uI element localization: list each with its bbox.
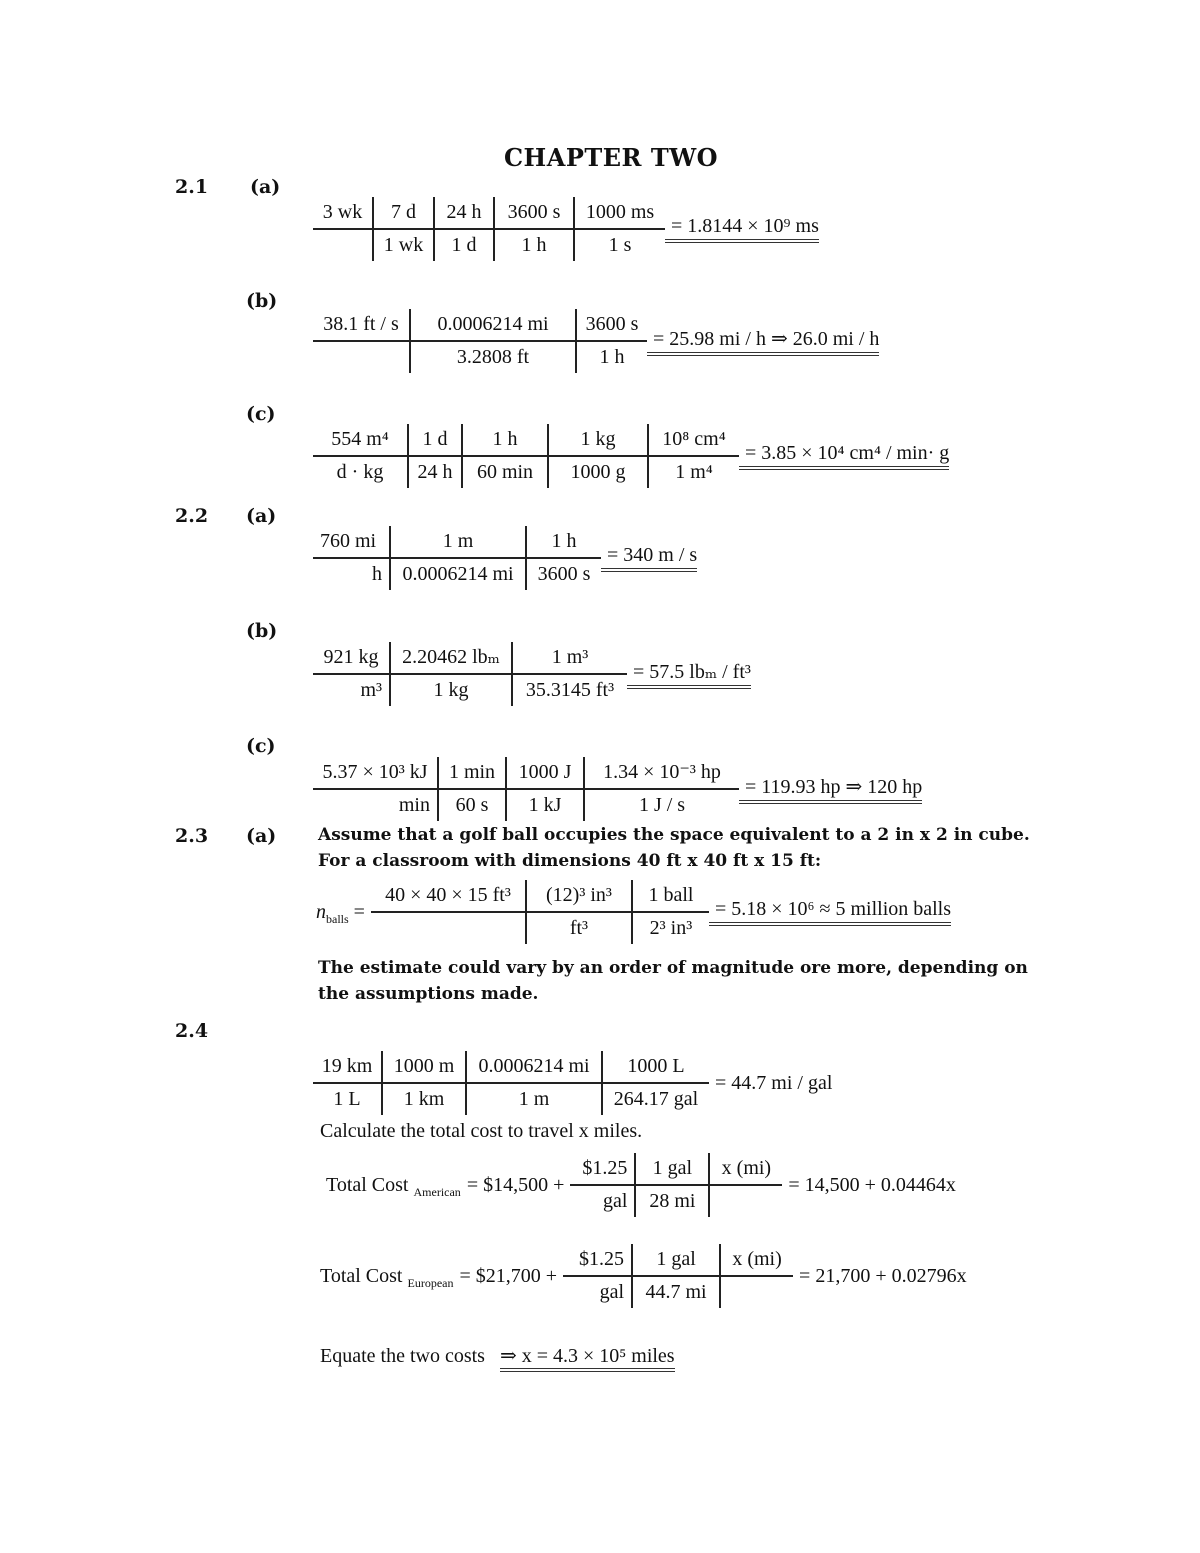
result: = 25.98 mi / h ⇒ 26.0 mi / h bbox=[647, 326, 879, 356]
result: = 119.93 hp ⇒ 120 hp bbox=[739, 774, 922, 804]
lhs: $n_{balls}$ = bbox=[316, 900, 365, 926]
equate-line bbox=[320, 1343, 675, 1368]
conversion-2-1-b: 38.1 ft / s 0.0006214 mi 3600 s 3.2808 ft 1 h = 25.98 mi / h ⇒ 26.0 mi / h bbox=[313, 309, 879, 373]
part-label: (b) bbox=[246, 620, 278, 642]
result: = 14,500 + 0.04464x bbox=[788, 1173, 956, 1196]
cost-american: Total Cost $_{American}$ = $14,500 + $1.25 1 gal x (mi) gal 28 mi = 14,500 + 0.04464x bbox=[326, 1153, 956, 1217]
problem-number: 2.1 bbox=[175, 176, 209, 198]
result: = 57.5 lbₘ / ft³ bbox=[627, 659, 751, 689]
result: = 21,700 + 0.02796x bbox=[799, 1264, 967, 1287]
cost-european: Total Cost $_{European}$ = $21,700 + $1.25 1 gal x (mi) gal 44.7 mi = 21,700 + 0.02796x bbox=[320, 1244, 967, 1308]
lhs: Total Cost $_{European}$ bbox=[320, 1264, 454, 1290]
conversion-2-3-a: $n_{balls}$ = 40 × 40 × 15 ft³ (12)³ in³ 1 ball ft³ 2³ in³ = 5.18 × 10⁶ ≈ 5 million balls bbox=[316, 880, 951, 944]
part-label: (b) bbox=[246, 290, 278, 312]
conversion-2-2-c: 5.37 × 10³ kJ 1 min 1000 J 1.34 × 10⁻³ hp min 60 s 1 kJ 1 J / s = 119.93 hp ⇒ 120 hp bbox=[313, 757, 922, 821]
lhs: Total Cost $_{American}$ bbox=[326, 1173, 461, 1199]
paragraph: For a classroom with dimensions 40 ft x 40 ft x 15 ft: bbox=[318, 851, 822, 871]
result: = 5.18 × 10⁶ ≈ 5 million balls bbox=[709, 898, 951, 926]
result: = 44.7 mi / gal bbox=[715, 1071, 833, 1094]
part-label: (a) bbox=[246, 505, 277, 527]
paragraph: The estimate could vary by an order of magnitude ore more, depending on bbox=[318, 958, 1028, 978]
result: = 3.85 × 10⁴ cm⁴ / min· g bbox=[739, 442, 949, 470]
result: = 1.8144 × 10⁹ ms bbox=[665, 215, 819, 243]
conversion-2-2-b: 921 kg 2.20462 lbₘ 1 m³ m³ 1 kg 35.3145 ft³ = 57.5 lbₘ / ft³ bbox=[313, 642, 751, 706]
conversion-2-4: 19 km 1000 m 0.0006214 mi 1000 L 1 L 1 km 1 m 264.17 gal = 44.7 mi / gal bbox=[313, 1051, 832, 1115]
conversion-2-2-a: 760 mi 1 m 1 h h 0.0006214 mi 3600 s = 340 m / s bbox=[313, 526, 697, 590]
page-title: CHAPTER TWO bbox=[503, 143, 719, 172]
result: = 340 m / s bbox=[601, 544, 697, 572]
final-answer: ⇒ x = 4.3 × 10⁵ miles bbox=[500, 1345, 675, 1372]
conversion-2-1-c: 554 m⁴ 1 d 1 h 1 kg 10⁸ cm⁴ d · kg 24 h 60 min 1000 g 1 m⁴ = 3.85 × 10⁴ cm⁴ / min· g bbox=[313, 424, 949, 488]
paragraph: Assume that a golf ball occupies the space equivalent to a 2 in x 2 in cube. bbox=[318, 825, 1030, 845]
problem-number: 2.2 bbox=[175, 505, 209, 527]
paragraph: the assumptions made. bbox=[318, 984, 539, 1004]
calc-line: Calculate the total cost to travel x miles. bbox=[320, 1120, 643, 1142]
conversion-2-1-a: 3 wk 7 d 24 h 3600 s 1000 ms 1 wk 1 d 1 h 1 s = 1.8144 × 10⁹ ms bbox=[313, 197, 819, 261]
part-label: (c) bbox=[246, 735, 276, 757]
part-label: (a) bbox=[250, 176, 281, 198]
equate-label: Equate the two costs bbox=[320, 1345, 485, 1367]
problem-number: 2.4 bbox=[175, 1020, 209, 1042]
problem-number: 2.3 bbox=[175, 825, 209, 847]
part-label: (a) bbox=[246, 825, 277, 847]
part-label: (c) bbox=[246, 403, 276, 425]
